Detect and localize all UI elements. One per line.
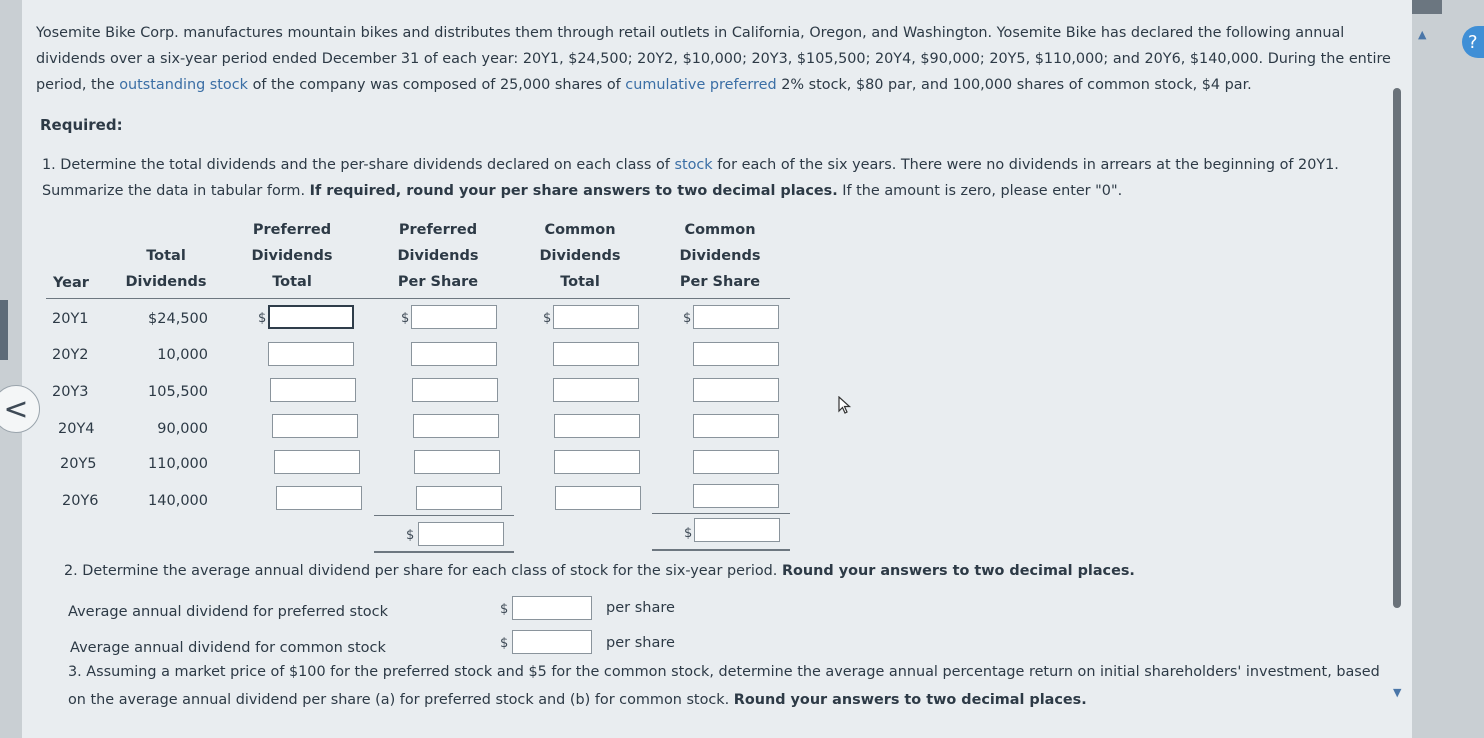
per-share-unit: per share <box>606 600 675 616</box>
header-preferred-per-share: Preferred Dividends Per Share <box>397 222 479 290</box>
avg-pref-dividend-input[interactable] <box>512 596 592 620</box>
pref-per-share-input-20y2[interactable] <box>411 342 497 366</box>
currency-symbol: $ <box>406 528 415 543</box>
currency-symbol: $ <box>500 636 509 651</box>
row-year: 20Y2 <box>52 347 89 363</box>
currency-symbol: $ <box>500 602 509 617</box>
mouse-cursor-icon <box>838 396 852 414</box>
scrollbar-thumb[interactable] <box>1393 88 1401 608</box>
pref-total-input-20y2[interactable] <box>268 342 354 366</box>
row-year: 20Y5 <box>60 456 97 472</box>
com-per-share-input-20y1[interactable] <box>693 305 779 329</box>
row-year: 20Y4 <box>58 421 95 437</box>
header-total-dividends: Total Dividends <box>125 248 207 290</box>
term-link-outstanding-stock[interactable]: outstanding stock <box>119 77 248 93</box>
scroll-up-arrow-icon[interactable]: ▲ <box>1418 28 1427 41</box>
currency-symbol: $ <box>543 311 552 326</box>
required-heading: Required: <box>40 116 123 134</box>
per-share-unit: per share <box>606 635 675 651</box>
back-arrow-button[interactable]: < <box>0 385 40 433</box>
com-total-input-20y4[interactable] <box>554 414 640 438</box>
pref-total-input-20y1[interactable] <box>268 305 354 329</box>
header-year: Year <box>53 275 89 291</box>
com-per-share-total-input[interactable] <box>694 518 780 542</box>
com-per-share-input-20y4[interactable] <box>693 414 779 438</box>
header-common-per-share: Common Dividends Per Share <box>679 222 761 290</box>
pref-per-share-input-20y1[interactable] <box>411 305 497 329</box>
avg-pref-label: Average annual dividend for preferred stock <box>68 604 389 620</box>
com-per-share-input-20y2[interactable] <box>693 342 779 366</box>
currency-symbol: $ <box>258 311 267 326</box>
pref-total-rule <box>374 515 514 516</box>
com-total-input-20y2[interactable] <box>553 342 639 366</box>
row-total: $24,500 <box>148 311 208 327</box>
help-button[interactable]: ? <box>1462 26 1484 58</box>
term-link-cumulative-preferred[interactable]: cumulative preferred <box>625 77 777 93</box>
currency-symbol: $ <box>683 311 692 326</box>
pref-per-share-input-20y5[interactable] <box>414 450 500 474</box>
header-common-total: Common Dividends Total <box>539 222 621 290</box>
avg-common-label: Average annual dividend for common stock <box>70 640 386 656</box>
com-total-input-20y1[interactable] <box>553 305 639 329</box>
problem-intro: Yosemite Bike Corp. manufactures mountain bikes and distributes them through retail outlets in California, Oregon, and Washington. Yosemite Bike has declared the following annual dividends over a six-year period ended December 31 of each year: 20Y1, $24,500; 20Y2, $10,000; 20Y3, $105,500; 20Y4, $90,000; 20Y5, $110,000; and 20Y6, $140,000. During the entire period, the outstanding stock of the company was composed of 25,000 shares of cumulative preferred 2% stock, $80 par, and 100,000 shares of common stock, $4 par. <box>36 25 1391 93</box>
question-2: 2. Determine the average annual dividend per share for each class of stock for the six-year period. Round your answers to two decimal places. <box>64 563 1135 579</box>
question-panel <box>22 0 1412 738</box>
com-per-share-input-20y3[interactable] <box>693 378 779 402</box>
row-year: 20Y6 <box>62 493 99 509</box>
header-preferred-total: Preferred Dividends Total <box>251 222 333 290</box>
pref-per-share-total-input[interactable] <box>418 522 504 546</box>
term-link-stock[interactable]: stock <box>674 157 713 173</box>
pref-total-input-20y3[interactable] <box>270 378 356 402</box>
row-total: 110,000 <box>148 456 208 472</box>
pref-per-share-input-20y4[interactable] <box>413 414 499 438</box>
row-total: 105,500 <box>148 384 208 400</box>
row-total: 140,000 <box>148 493 208 509</box>
pref-total-input-20y4[interactable] <box>272 414 358 438</box>
com-total-input-20y5[interactable] <box>554 450 640 474</box>
pref-per-share-input-20y6[interactable] <box>416 486 502 510</box>
com-total-rule <box>652 513 790 514</box>
row-total: 90,000 <box>157 421 208 437</box>
pref-total-input-20y5[interactable] <box>274 450 360 474</box>
com-total-input-20y6[interactable] <box>555 486 641 510</box>
row-total: 10,000 <box>157 347 208 363</box>
com-double-rule <box>652 549 790 551</box>
pref-double-rule <box>374 551 514 553</box>
question-1: 1. Determine the total dividends and the per-share dividends declared on each class of stock for each of the six years. There were no dividends in arrears at the beginning of 20Y1. Summarize the data in tabular form. If required, round your per share answers to two decimal places. If the amount is zero, please enter "0". <box>42 157 1339 199</box>
row-year: 20Y3 <box>52 384 89 400</box>
currency-symbol: $ <box>684 526 693 541</box>
side-strip <box>0 300 8 360</box>
question-3: 3. Assuming a market price of $100 for the preferred stock and $5 for the common stock, determine the average annual percentage return on initial shareholders' investment, based on the average annual dividend per share (a) for preferred stock and (b) for common stock. Round your answers to two decimal places. <box>68 664 1380 708</box>
currency-symbol: $ <box>401 311 410 326</box>
pref-per-share-input-20y3[interactable] <box>412 378 498 402</box>
row-year: 20Y1 <box>52 311 89 327</box>
com-total-input-20y3[interactable] <box>553 378 639 402</box>
com-per-share-input-20y6[interactable] <box>693 484 779 508</box>
header-rule <box>46 298 790 299</box>
scroll-down-arrow-icon[interactable]: ▼ <box>1393 686 1402 699</box>
avg-common-dividend-input[interactable] <box>512 630 592 654</box>
pref-total-input-20y6[interactable] <box>276 486 362 510</box>
com-per-share-input-20y5[interactable] <box>693 450 779 474</box>
